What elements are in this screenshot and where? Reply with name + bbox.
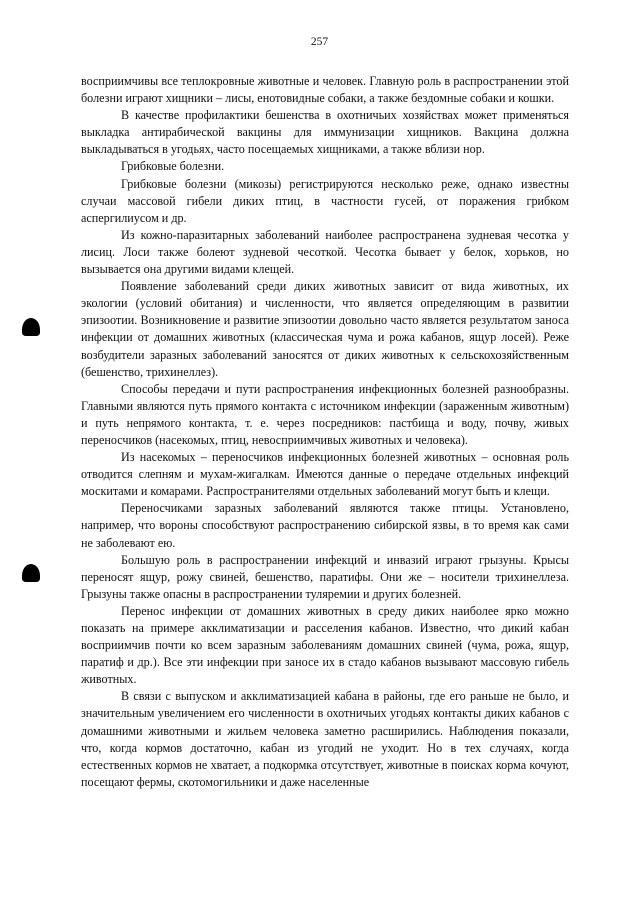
paragraph: Грибковые болезни (микозы) регистрируются несколько реже, однако известны случаи массовой гибели диких птиц, в частности гусей, от поражения грибком аспергилиусом и др. xyxy=(81,176,569,225)
punch-hole-mark xyxy=(22,564,40,582)
paragraph: В связи с выпуском и акклиматизацией кабана в районы, где его раньше не было, и значительным увеличением его численности в охотничьих угодьях контакты диких кабанов с домашними животными и жильем человека заметно расширились. Наблюдения показали, что, когда кормов достаточно, кабан из угодий не уходит. Но в тех случаях, когда естественных кормов не хватает, а подкормка отсутствует, животные в поисках корма кочуют, посещают фермы, скотомогильники и даже населенные xyxy=(81,689,569,789)
paragraph: Перенос инфекции от домашних животных в среду диких наиболее ярко можно показать на примере акклиматизации и расселения кабанов. Известно, что дикий кабан восприимчив почти ко всем заразным заболеваниям домашних свиней (чума, рожа, ящур, паратиф и др.). Все эти инфекции при заносе их в стадо кабанов вызывают массовую гибель животных. xyxy=(81,603,569,687)
body-text xyxy=(81,73,569,791)
page-number: 257 xyxy=(310,36,329,48)
section-heading: Грибковые болезни. xyxy=(121,159,225,174)
punch-hole-mark xyxy=(22,318,40,336)
paragraph: Из кожно-паразитарных заболеваний наиболее распространена зудневая чесотка у лисиц. Лоси также болеют зудневой чесоткой. Чесотка бывает у белок, хорьков, но вызывается она другими видами клещей. xyxy=(81,227,569,277)
paragraph: Из насекомых – переносчиков инфекционных болезней животных – основная роль отводится слепням и мухам-жигалкам. Имеются данные о передаче отдельных инфекций москитами и комарами. Распространителями отдельных заболеваний могут быть и клещи. xyxy=(81,450,569,499)
paragraph: Способы передачи и пути распространения инфекционных болезней разнообразны. Главными являются путь прямого контакта с источником инфекции (зараженным животным) и путь непрямого контакта, т. е. через посредников: пастбища и воду, почву, живых переносчиков (насекомых, птиц, невосприимчивых животных и человека). xyxy=(81,381,569,447)
paragraph: Переносчиками заразных заболеваний являются также птицы. Установлено, например, что вороны способствуют распространению сибирской язвы, в то время как сами не заболевают ею. xyxy=(81,501,569,550)
paragraph: Появление заболеваний среди диких животных зависит от вида животных, их экологии (условий обитания) и численности, что является определяющим в развитии эпизоотии. Возникновение и развитие эпизоотии довольно часто является результатом заноса инфекции от домашних животных (классическая чума и рожа кабанов, ящур лосей). Реже возбудители заразных заболеваний заносятся от диких животных к сельскохозяйственным (бешенство, трихинеллез). xyxy=(81,279,569,379)
paragraph: восприимчивы все теплокровные животные и человек. Главную роль в распространении этой болезни играют хищники – лисы, енотовидные собаки, а также бездомные собаки и кошки. xyxy=(81,74,569,106)
paragraph: В качестве профилактики бешенства в охотничьих хозяйствах может применяться выкладка антирабической вакцины для иммунизации хищников. Вакцина должна выкладываться в угодьях, часто посещаемых хищниками, а также вблизи нор. xyxy=(81,108,569,157)
paragraph: Большую роль в распространении инфекций и инвазий играют грызуны. Крысы переносят ящур, рожу свиней, бешенство, паратифы. Они же – носители трихинеллеза. Грызуны также опасны в распространении туляремии и других болезней. xyxy=(81,552,569,601)
